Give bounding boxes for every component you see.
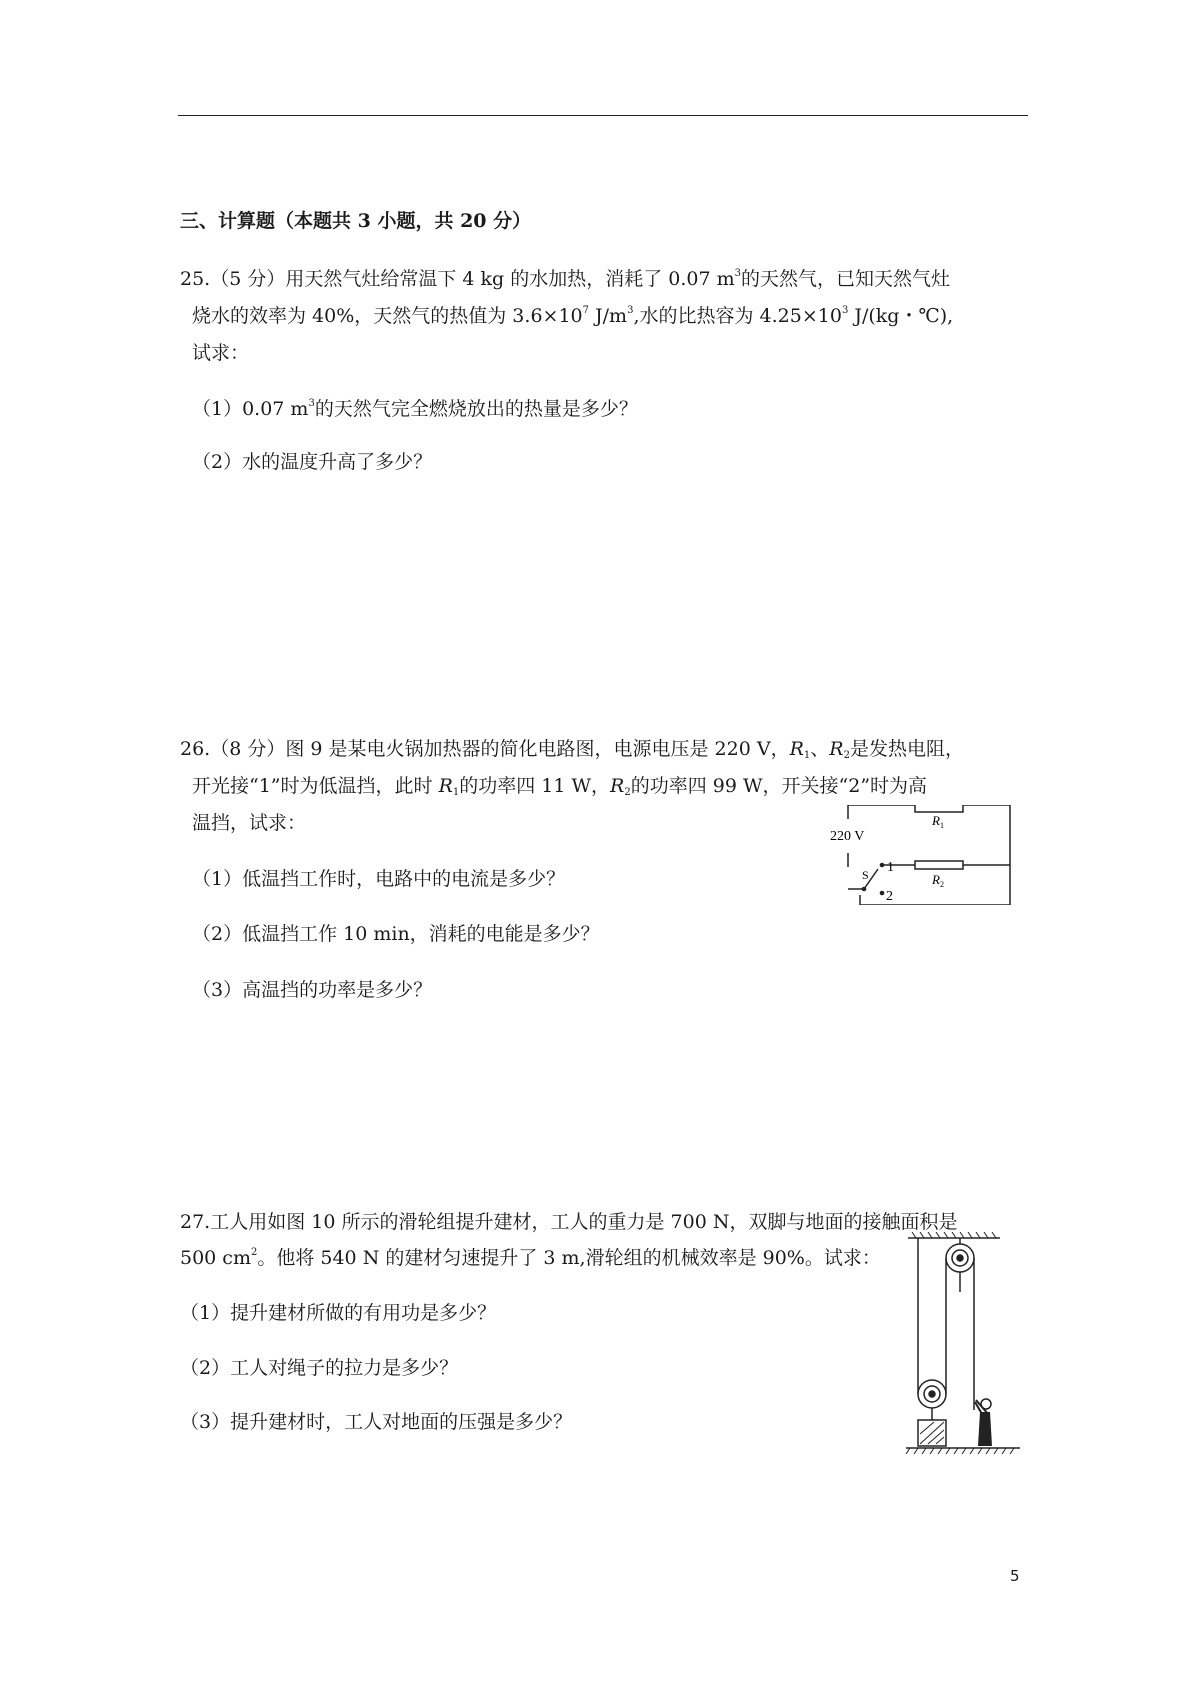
header-rule xyxy=(178,115,1028,116)
q25-part-1 xyxy=(192,396,638,422)
q25-line-1 xyxy=(180,266,950,292)
q25-text: 的天然气，已知天然气灶 xyxy=(741,268,951,290)
q27-text: 500 cm xyxy=(180,1247,251,1269)
superscript: 3 xyxy=(734,268,742,279)
superscript: 3 xyxy=(841,305,849,316)
q26-text: 、 xyxy=(810,738,830,760)
section-heading: 三、计算题（本题共 3 小题，共 20 分） xyxy=(180,210,532,232)
q25-text: 烧水的效率为 40%，天然气的热值为 3.6×10 xyxy=(192,305,583,327)
q26-text: 是发热电阻， xyxy=(849,738,964,760)
subscript: 1 xyxy=(452,787,460,798)
resistor-r2 xyxy=(915,861,963,869)
subscript: 2 xyxy=(843,750,850,761)
q25-text: 的天然气完全燃烧放出的热量是多少？ xyxy=(314,398,638,420)
q25-part-2: （2）水的温度升高了多少？ xyxy=(192,451,433,473)
variable: R xyxy=(829,738,844,760)
voltage-label: 220 V xyxy=(830,829,865,844)
switch-pivot xyxy=(862,887,867,892)
q26-text: 的功率四 11 W， xyxy=(459,775,611,797)
superscript: 3 xyxy=(627,305,634,316)
q26-text: 的功率四 99 W，开关接“2”时为高 xyxy=(630,775,928,797)
worker-figure xyxy=(975,1399,992,1446)
pulley-diagram xyxy=(900,1232,1035,1470)
contact-2-label: 2 xyxy=(886,889,893,904)
superscript: 7 xyxy=(582,305,589,316)
q25-text: J/(kg・℃), xyxy=(848,305,954,327)
contact-1-label: 1 xyxy=(887,860,894,875)
r2-label: $R_2$ xyxy=(932,872,944,889)
q25-text: J/m xyxy=(589,305,628,327)
q25-line-3: 试求： xyxy=(192,342,250,364)
q27-line-1: 27.工人用如图 10 所示的滑轮组提升建材，工人的重力是 700 N，双脚与地面的接触面积是 xyxy=(180,1211,958,1233)
q25-line-2 xyxy=(192,303,953,329)
q25-text: （1）0.07 m xyxy=(192,398,309,420)
q27-part-1: （1）提升建材所做的有用功是多少？ xyxy=(180,1302,497,1324)
superscript: 3 xyxy=(308,398,315,409)
q27-part-2: （2）工人对绳子的拉力是多少？ xyxy=(180,1357,459,1379)
resistor-r1 xyxy=(915,805,963,812)
q26-text: 开光接“1”时为低温挡，此时 xyxy=(192,775,439,797)
q26-part-2: （2）低温挡工作 10 min，消耗的电能是多少？ xyxy=(192,923,600,945)
superscript: 2 xyxy=(250,1247,258,1258)
switch-label: S xyxy=(862,868,869,882)
switch-contact-1 xyxy=(880,863,885,868)
subscript: 2 xyxy=(624,787,631,798)
q27-part-3: （3）提升建材时，工人对地面的压强是多少？ xyxy=(180,1411,573,1433)
variable: R xyxy=(789,738,804,760)
q26-text: 26.（8 分）图 9 是某电火锅加热器的简化电路图，电源电压是 220 V， xyxy=(180,738,790,760)
circuit-diagram xyxy=(820,805,1020,905)
q26-line-2 xyxy=(192,773,927,799)
q27-line-2 xyxy=(180,1245,881,1271)
switch-contact-2 xyxy=(880,891,885,896)
q25-text: ,水的比热容为 4.25×10 xyxy=(633,305,842,327)
r1-label: $R_1$ xyxy=(932,813,944,830)
variable: R xyxy=(438,775,453,797)
page-number: 5 xyxy=(1010,1567,1020,1585)
circuit-wire-outer xyxy=(848,805,1010,905)
q27-text: 。他将 540 N 的建材匀速提升了 3 m,滑轮组的机械效率是 90%。试求： xyxy=(257,1247,881,1269)
q26-line-1 xyxy=(180,736,964,762)
q25-text: 25.（5 分）用天然气灶给常温下 4 kg 的水加热，消耗了 0.07 m xyxy=(180,268,735,290)
q26-part-1: （1）低温挡工作时，电路中的电流是多少？ xyxy=(192,868,566,890)
q26-part-3: （3）高温挡的功率是多少？ xyxy=(192,979,433,1001)
q26-line-3: 温挡，试求： xyxy=(192,812,307,834)
variable: R xyxy=(610,775,625,797)
subscript: 1 xyxy=(803,750,811,761)
